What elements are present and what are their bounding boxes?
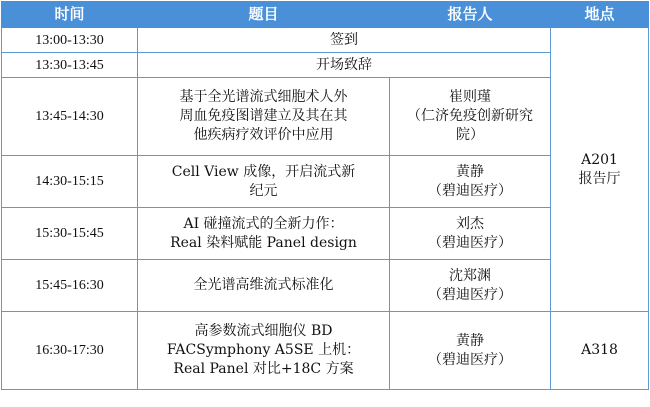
location-line: 报告厅 <box>578 170 621 187</box>
topic-cell <box>138 260 390 312</box>
time-cell: 13:30-13:45 <box>2 53 138 78</box>
topic-line: Real Panel 对比+18C 方案 <box>173 361 354 377</box>
speaker-name: 崔则瑾 <box>449 89 491 105</box>
header-topic: 题目 <box>138 2 390 28</box>
topic-line: 高参数流式细胞仪 BD <box>194 323 333 339</box>
speaker-name: 黄静 <box>456 163 484 180</box>
location-cell <box>551 28 649 312</box>
schedule-table <box>1 1 649 390</box>
topic-line: 基于全光谱流式细胞术人外 <box>179 89 348 105</box>
topic-line: 周血免疫图谱建立及其在其 <box>179 108 348 124</box>
location-cell <box>551 312 649 390</box>
topic-line: 签到 <box>330 31 358 48</box>
topic-line: Cell View 成像，开启流式新 <box>171 163 356 180</box>
speaker-cell <box>390 208 551 260</box>
topic-cell <box>138 208 390 260</box>
speaker-affiliation: （碧迪医疗） <box>428 234 512 251</box>
speaker-name: 沈郑渊 <box>449 267 491 284</box>
speaker-affiliation: （碧迪医疗） <box>428 351 512 368</box>
speaker-name: 刘杰 <box>456 215 484 232</box>
table-row <box>2 28 649 53</box>
speaker-name: 黄静 <box>456 332 484 349</box>
time-cell: 15:45-16:30 <box>2 260 138 312</box>
speaker-affiliation: 院） <box>456 127 484 143</box>
speaker-cell <box>390 156 551 208</box>
header-speaker: 报告人 <box>390 2 551 28</box>
topic-cell <box>138 78 390 156</box>
topic-line: Real 染料赋能 Panel design <box>170 234 357 251</box>
topic-cell <box>138 53 551 78</box>
time-cell: 13:00-13:30 <box>2 28 138 53</box>
time-cell: 16:30-17:30 <box>2 312 138 390</box>
topic-cell <box>138 312 390 390</box>
topic-line: 开场致辞 <box>316 56 372 73</box>
topic-line: FACSymphony A5SE 上机： <box>166 342 361 358</box>
time-cell: 15:30-15:45 <box>2 208 138 260</box>
topic-cell <box>138 28 551 53</box>
topic-line: 他疾病疗效评价中应用 <box>193 127 334 143</box>
header-time: 时间 <box>2 2 138 28</box>
topic-line: 纪元 <box>249 182 278 199</box>
speaker-affiliation: （碧迪医疗） <box>428 286 512 303</box>
speaker-affiliation: （仁济免疫创新研究 <box>407 108 533 124</box>
speaker-cell <box>390 260 551 312</box>
topic-line: 全光谱高维流式标准化 <box>193 277 334 293</box>
speaker-cell <box>390 312 551 390</box>
time-cell: 14:30-15:15 <box>2 156 138 208</box>
speaker-affiliation: （碧迪医疗） <box>428 182 512 199</box>
location-line: A318 <box>581 342 618 358</box>
header-location: 地点 <box>551 2 649 28</box>
topic-line: AI 碰撞流式的全新力作： <box>183 215 344 232</box>
speaker-cell <box>390 78 551 156</box>
topic-cell <box>138 156 390 208</box>
header-row <box>2 2 649 28</box>
location-line: A201 <box>581 151 618 168</box>
time-cell: 13:45-14:30 <box>2 78 138 156</box>
table-row <box>2 312 649 390</box>
